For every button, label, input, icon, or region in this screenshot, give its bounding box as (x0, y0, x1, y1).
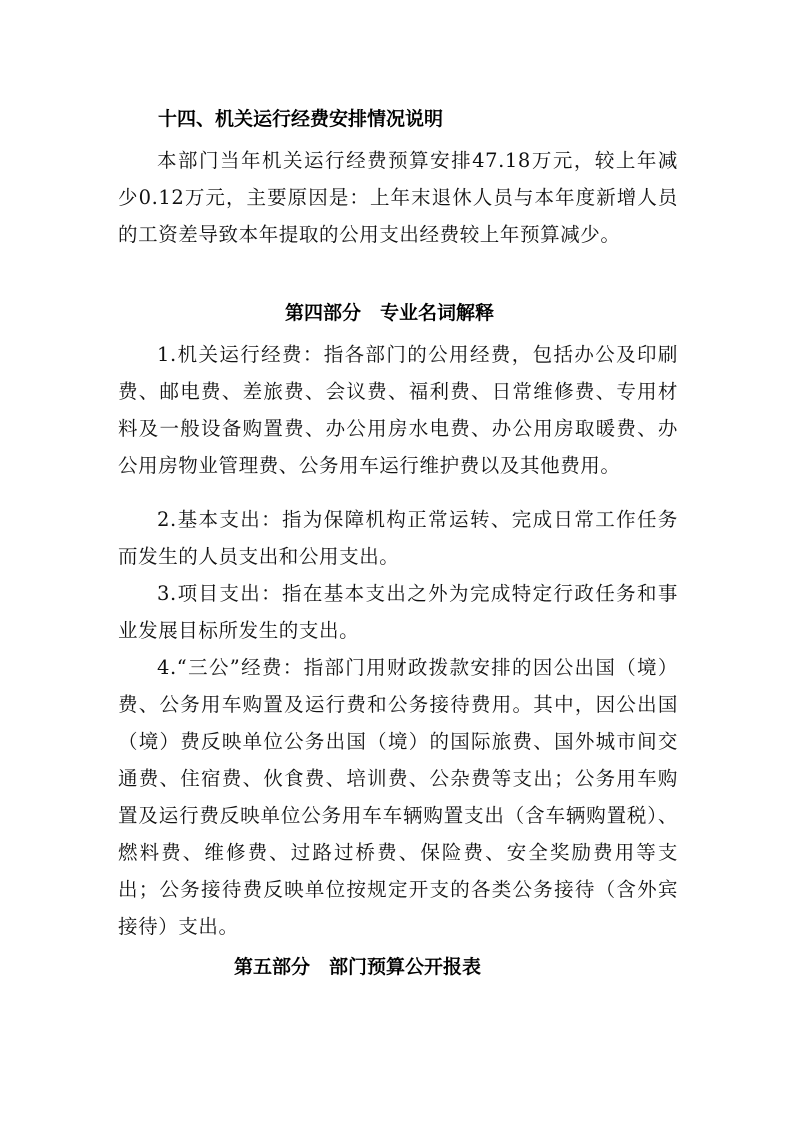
term-definition-basic-expenditure: 2.基本支出：指为保障机构正常运转、完成日常工作任务而发生的人员支出和公用支出。 (118, 508, 678, 568)
term-definition-three-public-expenses: 4.“三公”经费：指部门用财政拨款安排的因公出国（境）费、公务用车购置及运行费和公务接待费用。其中，因公出国（境）费反映单位公务出国（境）的国际旅费、国外城市间交通费、住宿费、伙食费、培训费、公杂费等支出；公务用车购置及运行费反映单位公务用车车辆购置支出（含车辆购置税）、燃料费、维修费、过路过桥费、保险费、安全奖励费用等支出；公务接待费反映单位按规定开支的各类公务接待（含外宾接待）支出。 (118, 656, 678, 938)
part-five-heading: 第五部分 部门预算公开报表 (234, 956, 482, 978)
section-heading-administrative-expenses: 十四、机关运行经费安排情况说明 (158, 108, 444, 130)
term-definition-operating-expenses: 1.机关运行经费：指各部门的公用经费，包括办公及印刷费、邮电费、差旅费、会议费、福利费、日常维修费、专用材料及一般设备购置费、办公用房水电费、办公用房取暖费、办公用房物业管理费、公务用车运行维护费以及其他费用。 (118, 343, 678, 477)
administrative-expenses-paragraph: 本部门当年机关运行经费预算安排47.18万元，较上年减少0.12万元，主要原因是：上年末退休人员与本年度新增人员的工资差导致本年提取的公用支出经费较上年预算减少。 (118, 149, 678, 246)
part-four-heading: 第四部分 专业名词解释 (285, 302, 495, 324)
term-definition-project-expenditure: 3.项目支出：指在基本支出之外为完成特定行政任务和事业发展目标所发生的支出。 (118, 582, 678, 642)
